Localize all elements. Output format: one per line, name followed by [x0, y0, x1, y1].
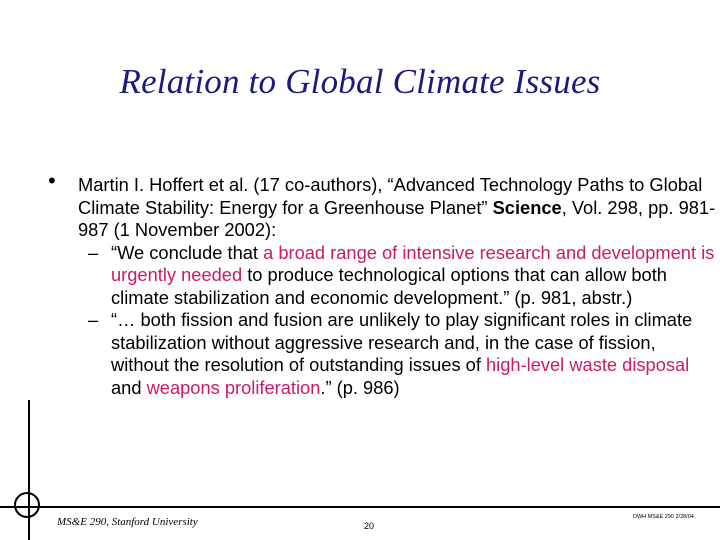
quote-item: [78, 309, 718, 399]
quote-text: .” (p. 986): [320, 376, 400, 398]
crosshair-logo-icon: [12, 490, 42, 520]
dash-marker: –: [88, 241, 99, 263]
page-number: 20: [364, 521, 375, 531]
quote-text: and: [111, 376, 147, 398]
citation-intro: Martin I. Hoffert et al. (17 co-authors), “Advanced Technology Paths to Global Climate Stability: Energy for a Greenhouse Planet”: [78, 174, 703, 218]
dash-marker: –: [88, 309, 99, 330]
quote-text: to produce technological options that can allow both climate stabilization and economic development.” (p. 981, abstr.): [111, 264, 667, 308]
footer-author-date: DWH MS&E 290 2/28/04: [633, 514, 694, 520]
quote-item: [78, 242, 718, 310]
journal-name: Science: [492, 196, 562, 218]
citation-details: , Vol. 298, pp. 981-987 (1 November 2002):: [78, 196, 716, 240]
highlight-text: a broad range of intensive research and development is urgently needed: [111, 241, 715, 285]
citation-paragraph: [78, 174, 718, 242]
highlight-text: high-level waste disposal: [486, 354, 690, 375]
bullet-marker: •: [48, 168, 56, 193]
footer-course: MS&E 290, Stanford University: [57, 516, 198, 528]
quote-text: “… both fission and fusion are unlikely to play significant roles in climate stabilization without aggressive research and, in the case of fission, without the resolution of outstanding issues of: [111, 309, 693, 375]
quote-text: “We conclude that: [111, 241, 264, 263]
slide-body: [78, 174, 718, 399]
slide-title: Relation to Global Climate Issues: [119, 62, 601, 101]
highlight-text: weapons proliferation: [146, 376, 321, 398]
decorative-horizontal-line: [0, 506, 720, 508]
